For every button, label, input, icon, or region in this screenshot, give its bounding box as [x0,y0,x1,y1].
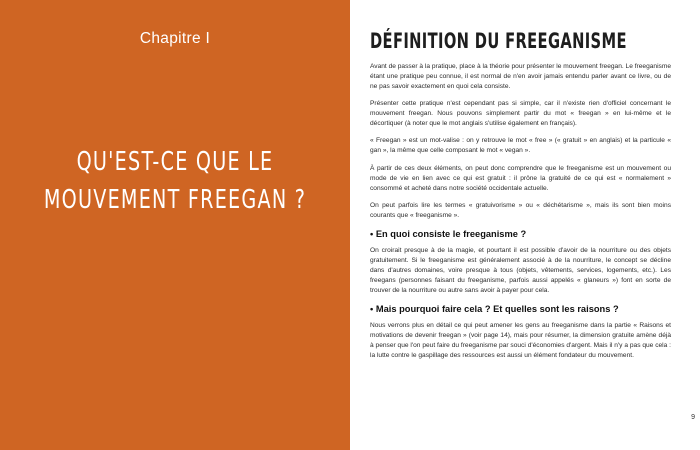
page-number: 9 [691,414,695,421]
subheading-2: • Mais pourquoi faire cela ? Et quelles sont les raisons ? [370,304,619,315]
paragraph-1: Avant de passer à la pratique, place à la théorie pour présenter le mouvement freegan. Le freeganisme étant une pratique peu connue, il est normal de n'en avoir jamais entendu parler avant ce livre, ou de ne pas savoir exactement en quoi cela consiste. [370,63,671,90]
paragraph-3: « Freegan » est un mot-valise : on y retrouve le mot « free » (« gratuit » en anglais) et la particule « gan », la même que celle composant le mot « vegan ». [370,137,671,155]
chapter-title-line-2: MOUVEMENT FREEGAN ? [43,185,307,215]
chapter-label: Chapitre I [139,30,211,47]
section-heading: DÉFINITION DU FREEGANISME [370,29,627,53]
paragraph-5: On peut parfois lire les termes « gratuivorisme » ou « déchétarisme », mais ils sont bien moins courants que « freeganisme ». [370,201,671,219]
paragraph-7: Nous verrons plus en détail ce qui peut amener les gens au freeganisme dans la partie « Raisons et motivations de devenir freegan » (voir page 14), mais pour résumer, la dimension gratuite amène déjà à penser que l'on peut faire du freeganisme par souci d'économies d'argent. Mais il n'y a pas que cela : la lutte contre le gaspillage des ressources est aussi un élément fondateur du mouvement. [370,322,671,360]
chapter-title-line-1: QU'EST-CE QUE LE [76,147,274,177]
subheading-1: • En quoi consiste le freeganisme ? [370,229,527,240]
paragraph-4: À partir de ces deux éléments, on peut donc comprendre que le freeganisme est un mouvement ou mode de vie en lien avec ce qui est gratuit : il prône la gratuité de ce qui est « normalement » consommé et acheté dans notre société occidentale actuelle. [370,164,671,192]
paragraph-2: Présenter cette pratique n'est cependant pas si simple, car il n'existe rien d'officiel concernant le mouvement freegan. Nous pouvons simplement partir du mot « freegan » en lui-même et le décortiquer (à noter que le mot anglais s'utilise également en français). [370,100,671,128]
chapter-title [32,143,319,219]
right-page [350,0,700,450]
paragraph-6: On croirait presque à de la magie, et pourtant il est possible d'avoir de la nourriture ou des objets gratuitement. Si le freeganisme est généralement associé à de la nourriture, le concept se décline dans d'autres domaines, voire presque à tous (objets, vêtements, services, logements, etc.). Les freegans (personnes faisant du freeganisme, parfois aussi appelés « glaneurs ») font en sorte de trouver de la nourriture ou autre sans avoir à payer pour cela. [370,247,671,294]
body-text [370,62,671,368]
